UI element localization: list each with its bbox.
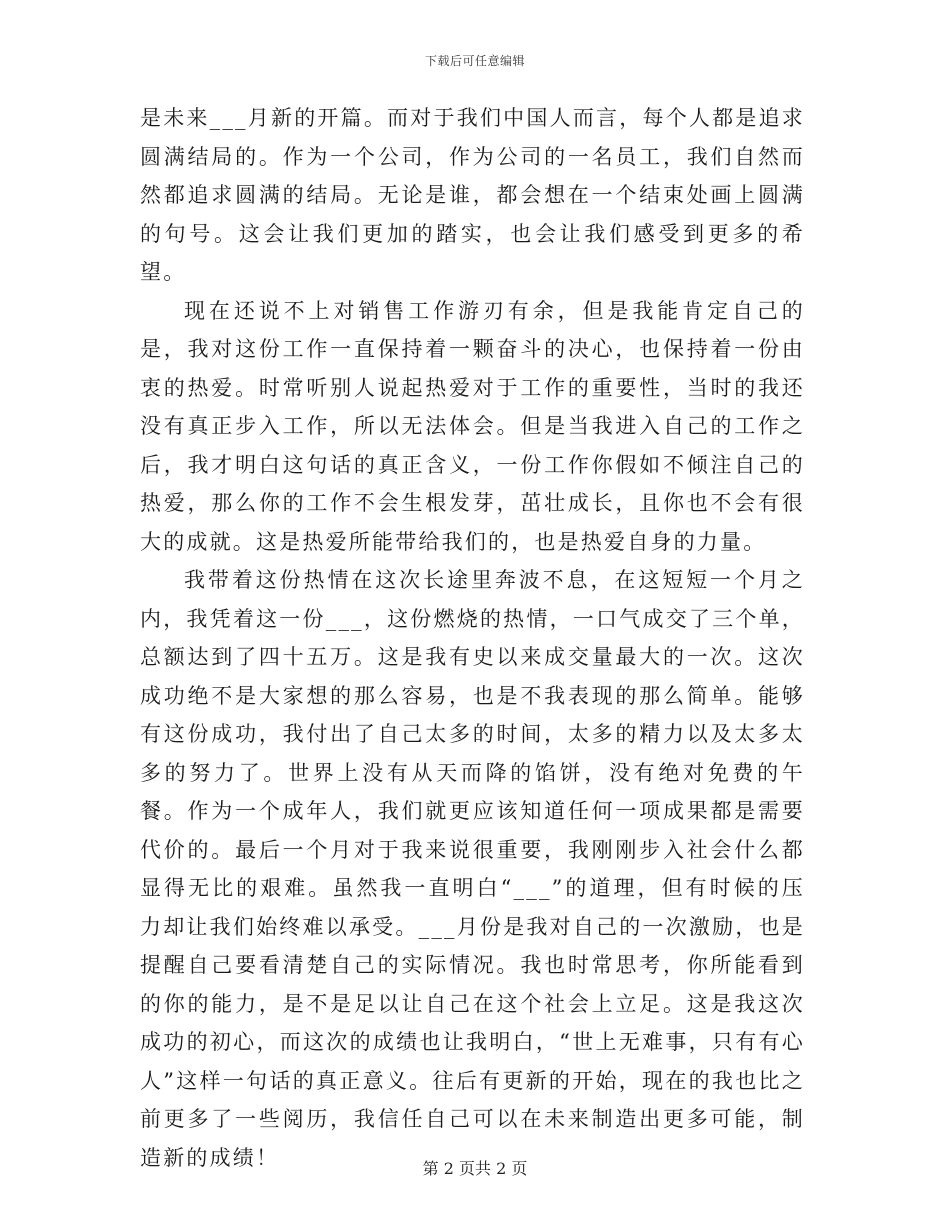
paragraph: 是未来___月新的开篇。而对于我们中国人而言，每个人都是追求圆满结局的。作为一个公司，作为公司的一名员工，我们自然而然都追求圆满的结局。无论是谁，都会想在一个结束处画上圆满的句号。这会让我们更加的踏实，也会让我们感受到更多的希望。 [140, 106, 805, 284]
document-body [140, 99, 805, 1177]
paragraph: 现在还说不上对销售工作游刃有余，但是我能肯定自己的是，我对这份工作一直保持着一颗奋斗的决心，也保持着一份由衷的热爱。时常听别人说起热爱对于工作的重要性，当时的我还没有真正步入工作，所以无法体会。但是当我进入自己的工作之后，我才明白这句话的真正含义，一份工作你假如不倾注自己的热爱，那么你的工作不会生根发芽，茁壮成长，且你也不会有很大的成就。这是热爱所能带给我们的，也是热爱自身的力量。 [140, 298, 805, 554]
page-number-footer: 第 2 页共 2 页 [422, 1159, 528, 1178]
page-header: 下载后可任意编辑 [424, 54, 525, 68]
paragraph: 我带着这份热情在这次长途里奔波不息，在这短短一个月之内，我凭着这一份___，这份燃烧的热情，一口气成交了三个单，总额达到了四十五万。这是我有史以来成交量最大的一次。这次成功绝不是大家想的那么容易，也是不我表现的那么简单。能够有这份成功，我付出了自己太多的时间，太多的精力以及太多太多的努力了。世界上没有从天而降的馅饼，没有绝对免费的午餐。作为一个成年人，我们就更应该知道任何一项成果都是需要代价的。最后一个月对于我来说很重要，我刚刚步入社会什么都显得无比的艰难。虽然我一直明白“___”的道理，但有时候的压力却让我们始终难以承受。___月份是我对自己的一次激励，也是提醒自己要看清楚自己的实际情况。我也时常思考，你所能看到的你的能力，是不是足以让自己在这个社会上立足。这是我这次成功的初心，而这次的成绩也让我明白，“世上无难事，只有有心人”这样一句话的真正意义。往后有更新的开始，现在的我也比之前更多了一些阅历，我信任自己可以在未来制造出更多可能，制造新的成绩！ [140, 568, 805, 1170]
